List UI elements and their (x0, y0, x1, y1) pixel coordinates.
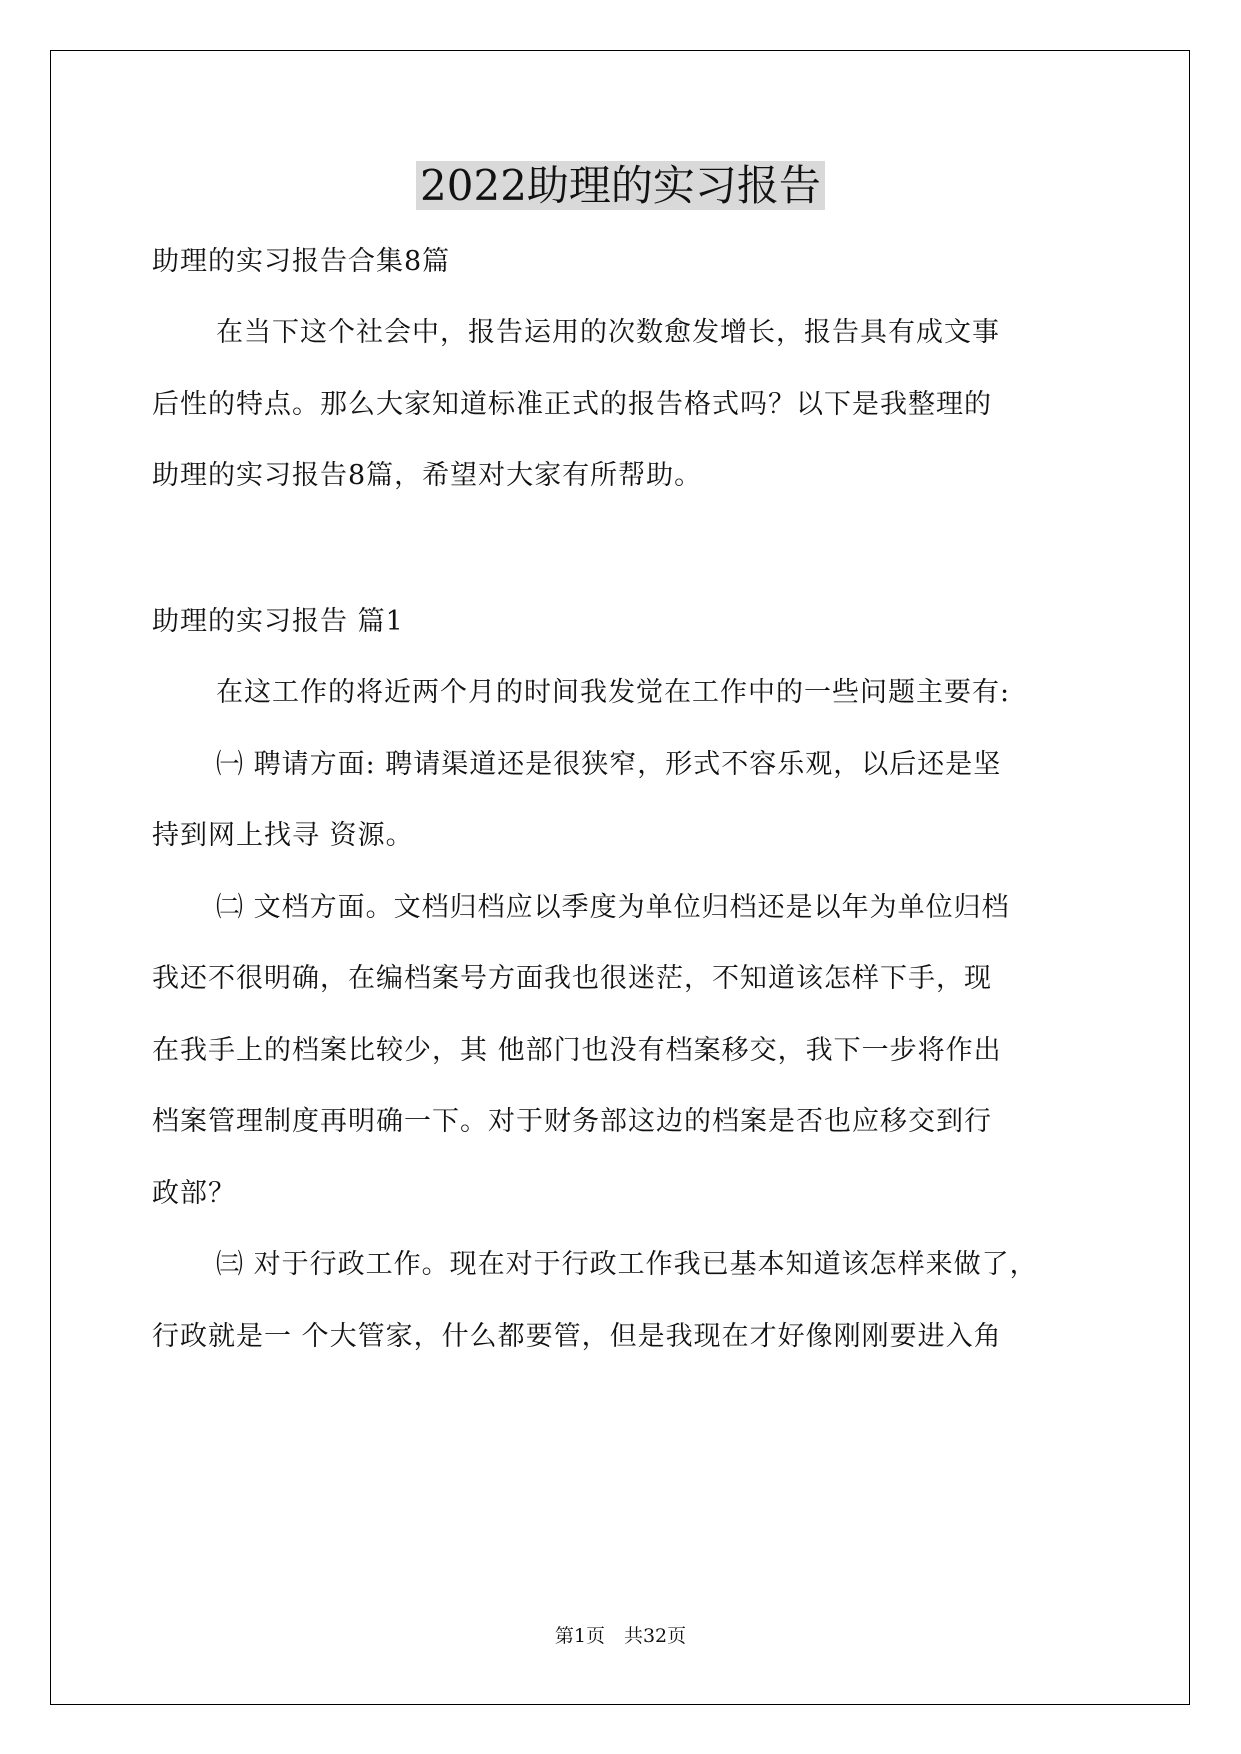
body-paragraph-line: ㈢ 对于行政工作。现在对于行政工作我已基本知道该怎样来做了， (216, 1249, 1038, 1280)
body-paragraph-line: 在这工作的将近两个月的时间我发觉在工作中的一些问题主要有: (216, 677, 1011, 708)
collection-heading: 助理的实习报告合集8篇 (152, 246, 451, 277)
body-paragraph-line: 行政就是一 个大管家，什么都要管，但是我现在才好像刚刚要进入角 (152, 1321, 1002, 1352)
section-heading: 助理的实习报告 篇1 (152, 606, 404, 637)
intro-paragraph-line: 助理的实习报告8篇，希望对大家有所帮助。 (152, 460, 703, 491)
body-paragraph-line: 我还不很明确，在编档案号方面我也很迷茫，不知道该怎样下手，现 (152, 963, 992, 994)
body-paragraph-line: 持到网上找寻 资源。 (152, 820, 414, 851)
document-title (0, 158, 1241, 214)
page-frame (50, 50, 1190, 1705)
body-paragraph-line: ㈡ 文档方面。文档归档应以季度为单位归档还是以年为单位归档 (216, 892, 1010, 923)
document-title-text: 2022助理的实习报告 (416, 161, 825, 210)
body-paragraph-line: ㈠ 聘请方面: 聘请渠道还是很狭窄，形式不容乐观，以后还是坚 (216, 749, 1002, 780)
body-paragraph-line: 政部？ (152, 1178, 236, 1209)
page-number-footer: 第1页 共32页 (554, 1625, 687, 1647)
body-paragraph-line: 档案管理制度再明确一下。对于财务部这边的档案是否也应移交到行 (152, 1106, 992, 1137)
intro-paragraph-line: 后性的特点。那么大家知道标准正式的报告格式吗？以下是我整理的 (152, 389, 992, 420)
intro-paragraph-line: 在当下这个社会中，报告运用的次数愈发增长，报告具有成文事 (216, 317, 1000, 348)
body-paragraph-line: 在我手上的档案比较少，其 他部门也没有档案移交，我下一步将作出 (152, 1035, 1002, 1066)
